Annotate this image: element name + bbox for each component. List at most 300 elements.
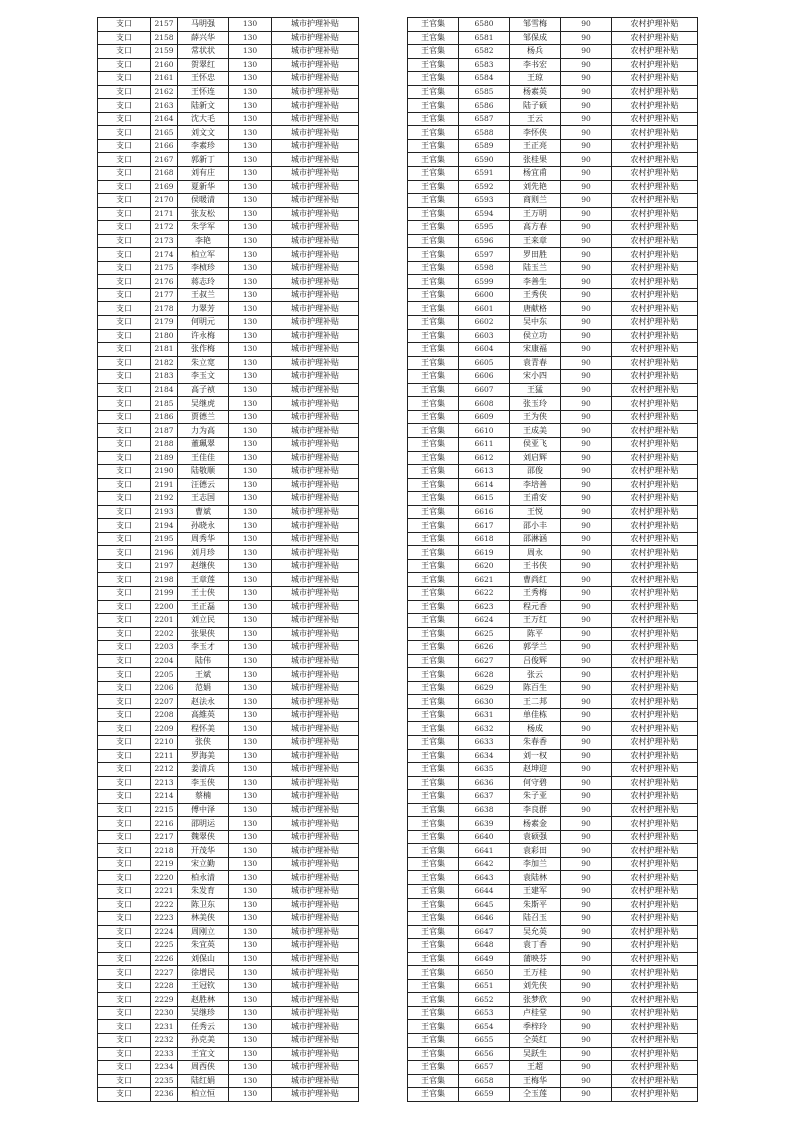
village-cell: 支口	[98, 966, 151, 980]
id-cell: 2229	[151, 993, 178, 1007]
table-row	[408, 234, 698, 248]
amount-cell: 130	[229, 1020, 272, 1034]
village-cell: 支口	[98, 302, 151, 316]
id-cell: 6652	[459, 993, 510, 1007]
village-cell: 王官集	[408, 424, 459, 438]
amount-cell: 130	[229, 763, 272, 777]
amount-cell: 90	[561, 58, 612, 72]
id-cell: 2220	[151, 871, 178, 885]
name-cell: 宋立勤	[178, 857, 229, 871]
name-cell: 陆伟	[178, 654, 229, 668]
subsidy-type-cell: 农村护理补贴	[612, 681, 698, 695]
amount-cell: 130	[229, 1006, 272, 1020]
village-cell: 支口	[98, 112, 151, 126]
id-cell: 2186	[151, 410, 178, 424]
table-row	[408, 830, 698, 844]
id-cell: 6588	[459, 126, 510, 140]
amount-cell: 130	[229, 532, 272, 546]
table-row	[98, 275, 359, 289]
subsidy-type-cell: 城市护理补贴	[272, 302, 359, 316]
id-cell: 6583	[459, 58, 510, 72]
subsidy-type-cell: 农村护理补贴	[612, 234, 698, 248]
amount-cell: 90	[561, 681, 612, 695]
id-cell: 6619	[459, 546, 510, 560]
amount-cell: 130	[229, 857, 272, 871]
amount-cell: 130	[229, 18, 272, 32]
village-cell: 王官集	[408, 573, 459, 587]
subsidy-type-cell: 城市护理补贴	[272, 871, 359, 885]
name-cell: 李艳	[178, 234, 229, 248]
name-cell: 柏永清	[178, 871, 229, 885]
id-cell: 2190	[151, 465, 178, 479]
id-cell: 2217	[151, 830, 178, 844]
amount-cell: 90	[561, 871, 612, 885]
name-cell: 李良群	[510, 803, 561, 817]
subsidy-type-cell: 农村护理补贴	[612, 492, 698, 506]
village-cell: 王官集	[408, 112, 459, 126]
name-cell: 赵继侠	[178, 559, 229, 573]
id-cell: 6631	[459, 708, 510, 722]
subsidy-type-cell: 城市护理补贴	[272, 478, 359, 492]
id-cell: 6624	[459, 614, 510, 628]
name-cell: 王万明	[510, 207, 561, 221]
table-row	[98, 370, 359, 384]
village-cell: 王官集	[408, 1074, 459, 1088]
table-row	[408, 126, 698, 140]
amount-cell: 130	[229, 112, 272, 126]
table-row	[98, 722, 359, 736]
name-cell: 陈卫东	[178, 898, 229, 912]
id-cell: 6622	[459, 586, 510, 600]
village-cell: 支口	[98, 275, 151, 289]
amount-cell: 90	[561, 708, 612, 722]
amount-cell: 90	[561, 803, 612, 817]
name-cell: 贾德兰	[178, 410, 229, 424]
village-cell: 支口	[98, 451, 151, 465]
subsidy-type-cell: 城市护理补贴	[272, 830, 359, 844]
table-row	[408, 939, 698, 953]
amount-cell: 90	[561, 85, 612, 99]
subsidy-type-cell: 城市护理补贴	[272, 85, 359, 99]
id-cell: 2198	[151, 573, 178, 587]
subsidy-type-cell: 城市护理补贴	[272, 316, 359, 330]
village-cell: 支口	[98, 912, 151, 926]
amount-cell: 90	[561, 857, 612, 871]
amount-cell: 90	[561, 126, 612, 140]
subsidy-type-cell: 城市护理补贴	[272, 749, 359, 763]
id-cell: 6586	[459, 99, 510, 113]
id-cell: 2185	[151, 397, 178, 411]
id-cell: 6657	[459, 1061, 510, 1075]
table-row	[408, 72, 698, 86]
table-row	[98, 288, 359, 302]
id-cell: 2174	[151, 248, 178, 262]
village-cell: 王官集	[408, 803, 459, 817]
table-row	[408, 844, 698, 858]
name-cell: 王琼	[510, 72, 561, 86]
amount-cell: 90	[561, 722, 612, 736]
village-cell: 王官集	[408, 1006, 459, 1020]
table-row	[408, 153, 698, 167]
id-cell: 6606	[459, 370, 510, 384]
subsidy-type-cell: 农村护理补贴	[612, 830, 698, 844]
id-cell: 2208	[151, 708, 178, 722]
amount-cell: 130	[229, 668, 272, 682]
village-cell: 王官集	[408, 790, 459, 804]
subsidy-type-cell: 农村护理补贴	[612, 573, 698, 587]
table-row	[408, 167, 698, 181]
name-cell: 王书侠	[510, 559, 561, 573]
village-cell: 王官集	[408, 885, 459, 899]
amount-cell: 130	[229, 559, 272, 573]
subsidy-type-cell: 农村护理补贴	[612, 302, 698, 316]
subsidy-type-cell: 农村护理补贴	[612, 1047, 698, 1061]
name-cell: 李玉文	[178, 370, 229, 384]
subsidy-type-cell: 城市护理补贴	[272, 844, 359, 858]
village-cell: 支口	[98, 708, 151, 722]
village-cell: 王官集	[408, 817, 459, 831]
village-cell: 王官集	[408, 1020, 459, 1034]
village-cell: 王官集	[408, 519, 459, 533]
id-cell: 2175	[151, 261, 178, 275]
name-cell: 唐献格	[510, 302, 561, 316]
id-cell: 2164	[151, 112, 178, 126]
name-cell: 陆红娟	[178, 1074, 229, 1088]
amount-cell: 90	[561, 573, 612, 587]
village-cell: 支口	[98, 627, 151, 641]
amount-cell: 90	[561, 1047, 612, 1061]
village-cell: 支口	[98, 546, 151, 560]
amount-cell: 90	[561, 221, 612, 235]
name-cell: 李加兰	[510, 857, 561, 871]
amount-cell: 130	[229, 505, 272, 519]
name-cell: 侯暖清	[178, 194, 229, 208]
table-row	[408, 790, 698, 804]
village-cell: 王官集	[408, 857, 459, 871]
amount-cell: 130	[229, 1088, 272, 1102]
name-cell: 姜清兵	[178, 763, 229, 777]
name-cell: 王怀忠	[178, 72, 229, 86]
amount-cell: 90	[561, 939, 612, 953]
amount-cell: 130	[229, 424, 272, 438]
amount-cell: 90	[561, 45, 612, 59]
name-cell: 邵明运	[178, 817, 229, 831]
subsidy-type-cell: 城市护理补贴	[272, 329, 359, 343]
name-cell: 仝玉莲	[510, 1088, 561, 1102]
subsidy-type-cell: 农村护理补贴	[612, 586, 698, 600]
table-row	[408, 614, 698, 628]
village-cell: 支口	[98, 641, 151, 655]
village-cell: 王官集	[408, 912, 459, 926]
subsidy-type-cell: 城市护理补贴	[272, 939, 359, 953]
amount-cell: 130	[229, 31, 272, 45]
name-cell: 柏立军	[178, 248, 229, 262]
village-cell: 支口	[98, 424, 151, 438]
table-row	[408, 451, 698, 465]
village-cell: 王官集	[408, 614, 459, 628]
table-row	[408, 356, 698, 370]
id-cell: 2203	[151, 641, 178, 655]
village-cell: 支口	[98, 1074, 151, 1088]
amount-cell: 130	[229, 139, 272, 153]
id-cell: 6655	[459, 1034, 510, 1048]
village-cell: 支口	[98, 505, 151, 519]
village-cell: 王官集	[408, 451, 459, 465]
name-cell: 陆召玉	[510, 912, 561, 926]
name-cell: 朱立宽	[178, 356, 229, 370]
village-cell: 王官集	[408, 641, 459, 655]
table-row	[98, 803, 359, 817]
table-row	[408, 546, 698, 560]
id-cell: 2195	[151, 532, 178, 546]
name-cell: 季梓玲	[510, 1020, 561, 1034]
table-row	[98, 58, 359, 72]
amount-cell: 90	[561, 383, 612, 397]
subsidy-type-cell: 城市护理补贴	[272, 424, 359, 438]
village-cell: 支口	[98, 465, 151, 479]
id-cell: 6603	[459, 329, 510, 343]
table-row	[408, 492, 698, 506]
id-cell: 6653	[459, 1006, 510, 1020]
amount-cell: 130	[229, 1061, 272, 1075]
village-cell: 支口	[98, 586, 151, 600]
subsidy-type-cell: 城市护理补贴	[272, 532, 359, 546]
amount-cell: 130	[229, 844, 272, 858]
name-cell: 王斌	[178, 668, 229, 682]
id-cell: 6648	[459, 939, 510, 953]
subsidy-type-cell: 城市护理补贴	[272, 58, 359, 72]
village-cell: 王官集	[408, 966, 459, 980]
village-cell: 支口	[98, 194, 151, 208]
amount-cell: 90	[561, 830, 612, 844]
village-cell: 王官集	[408, 316, 459, 330]
name-cell: 高維英	[178, 708, 229, 722]
table-row	[98, 952, 359, 966]
table-row	[98, 763, 359, 777]
village-cell: 支口	[98, 668, 151, 682]
id-cell: 6585	[459, 85, 510, 99]
name-cell: 王梅华	[510, 1074, 561, 1088]
subsidy-type-cell: 城市护理补贴	[272, 126, 359, 140]
table-row	[98, 681, 359, 695]
subsidy-type-cell: 农村护理补贴	[612, 505, 698, 519]
table-row	[98, 261, 359, 275]
amount-cell: 130	[229, 871, 272, 885]
subsidy-type-cell: 农村护理补贴	[612, 1074, 698, 1088]
name-cell: 刘立民	[178, 614, 229, 628]
name-cell: 赵法永	[178, 695, 229, 709]
id-cell: 2211	[151, 749, 178, 763]
table-row	[98, 654, 359, 668]
subsidy-type-cell: 城市护理补贴	[272, 167, 359, 181]
name-cell: 开茂华	[178, 844, 229, 858]
amount-cell: 130	[229, 817, 272, 831]
village-cell: 支口	[98, 343, 151, 357]
table-row	[408, 370, 698, 384]
village-cell: 王官集	[408, 465, 459, 479]
id-cell: 2183	[151, 370, 178, 384]
table-row	[408, 1074, 698, 1088]
subsidy-type-cell: 农村护理补贴	[612, 735, 698, 749]
subsidy-type-cell: 农村护理补贴	[612, 45, 698, 59]
amount-cell: 130	[229, 573, 272, 587]
name-cell: 张桂果	[510, 153, 561, 167]
table-row	[408, 397, 698, 411]
table-row	[98, 776, 359, 790]
amount-cell: 90	[561, 641, 612, 655]
name-cell: 杨素金	[510, 817, 561, 831]
subsidy-type-cell: 城市护理补贴	[272, 966, 359, 980]
amount-cell: 90	[561, 356, 612, 370]
name-cell: 侯亚飞	[510, 437, 561, 451]
table-row	[408, 194, 698, 208]
name-cell: 王甫安	[510, 492, 561, 506]
name-cell: 曹斌	[178, 505, 229, 519]
amount-cell: 90	[561, 817, 612, 831]
village-cell: 王官集	[408, 85, 459, 99]
subsidy-type-cell: 城市护理补贴	[272, 668, 359, 682]
id-cell: 6612	[459, 451, 510, 465]
village-cell: 支口	[98, 830, 151, 844]
name-cell: 袁青春	[510, 356, 561, 370]
table-row	[98, 72, 359, 86]
name-cell: 朱发育	[178, 885, 229, 899]
subsidy-type-cell: 农村护理补贴	[612, 912, 698, 926]
name-cell: 王秀侠	[510, 288, 561, 302]
name-cell: 邵俊	[510, 465, 561, 479]
village-cell: 支口	[98, 316, 151, 330]
amount-cell: 90	[561, 194, 612, 208]
name-cell: 周永	[510, 546, 561, 560]
id-cell: 2170	[151, 194, 178, 208]
name-cell: 陆敬顺	[178, 465, 229, 479]
id-cell: 2207	[151, 695, 178, 709]
subsidy-type-cell: 农村护理补贴	[612, 952, 698, 966]
village-cell: 支口	[98, 45, 151, 59]
id-cell: 2177	[151, 288, 178, 302]
subsidy-type-cell: 农村护理补贴	[612, 993, 698, 1007]
amount-cell: 130	[229, 234, 272, 248]
subsidy-type-cell: 城市护理补贴	[272, 763, 359, 777]
village-cell: 王官集	[408, 234, 459, 248]
name-cell: 张作梅	[178, 343, 229, 357]
amount-cell: 90	[561, 1006, 612, 1020]
name-cell: 王秀梅	[510, 586, 561, 600]
amount-cell: 90	[561, 695, 612, 709]
subsidy-type-cell: 农村护理补贴	[612, 708, 698, 722]
table-row	[98, 559, 359, 573]
amount-cell: 130	[229, 966, 272, 980]
name-cell: 王来章	[510, 234, 561, 248]
id-cell: 2231	[151, 1020, 178, 1034]
village-cell: 支口	[98, 383, 151, 397]
village-cell: 王官集	[408, 383, 459, 397]
subsidy-type-cell: 城市护理补贴	[272, 370, 359, 384]
id-cell: 6608	[459, 397, 510, 411]
village-cell: 王官集	[408, 559, 459, 573]
id-cell: 6582	[459, 45, 510, 59]
amount-cell: 130	[229, 546, 272, 560]
id-cell: 6615	[459, 492, 510, 506]
amount-cell: 90	[561, 139, 612, 153]
amount-cell: 130	[229, 167, 272, 181]
subsidy-type-cell: 农村护理补贴	[612, 58, 698, 72]
amount-cell: 90	[561, 979, 612, 993]
amount-cell: 130	[229, 708, 272, 722]
amount-cell: 130	[229, 288, 272, 302]
name-cell: 王章莲	[178, 573, 229, 587]
table-row	[408, 532, 698, 546]
subsidy-type-cell: 城市护理补贴	[272, 993, 359, 1007]
subsidy-type-cell: 城市护理补贴	[272, 681, 359, 695]
table-row	[98, 478, 359, 492]
village-cell: 王官集	[408, 126, 459, 140]
amount-cell: 90	[561, 546, 612, 560]
village-cell: 支口	[98, 885, 151, 899]
name-cell: 程元香	[510, 600, 561, 614]
village-cell: 支口	[98, 681, 151, 695]
village-cell: 王官集	[408, 139, 459, 153]
table-row	[98, 627, 359, 641]
name-cell: 朱学军	[178, 221, 229, 235]
village-cell: 支口	[98, 735, 151, 749]
village-cell: 王官集	[408, 410, 459, 424]
subsidy-type-cell: 城市护理补贴	[272, 722, 359, 736]
village-cell: 支口	[98, 857, 151, 871]
amount-cell: 90	[561, 519, 612, 533]
village-cell: 支口	[98, 614, 151, 628]
table-row	[98, 180, 359, 194]
table-row	[98, 139, 359, 153]
id-cell: 6609	[459, 410, 510, 424]
subsidy-type-cell: 农村护理补贴	[612, 451, 698, 465]
village-cell: 王官集	[408, 180, 459, 194]
id-cell: 6659	[459, 1088, 510, 1102]
id-cell: 6599	[459, 275, 510, 289]
table-row	[98, 1034, 359, 1048]
table-row	[408, 654, 698, 668]
village-cell: 王官集	[408, 343, 459, 357]
subsidy-type-cell: 城市护理补贴	[272, 600, 359, 614]
subsidy-type-cell: 农村护理补贴	[612, 31, 698, 45]
village-cell: 支口	[98, 261, 151, 275]
id-cell: 2218	[151, 844, 178, 858]
village-cell: 王官集	[408, 722, 459, 736]
amount-cell: 90	[561, 668, 612, 682]
table-row	[408, 424, 698, 438]
id-cell: 6637	[459, 790, 510, 804]
id-cell: 6651	[459, 979, 510, 993]
name-cell: 郭新丁	[178, 153, 229, 167]
amount-cell: 130	[229, 329, 272, 343]
id-cell: 2215	[151, 803, 178, 817]
table-row	[98, 465, 359, 479]
subsidy-type-cell: 城市护理补贴	[272, 356, 359, 370]
table-row	[98, 248, 359, 262]
amount-cell: 90	[561, 397, 612, 411]
table-row	[98, 356, 359, 370]
village-cell: 王官集	[408, 871, 459, 885]
village-cell: 王官集	[408, 681, 459, 695]
subsidy-type-cell: 城市护理补贴	[272, 18, 359, 32]
village-cell: 支口	[98, 248, 151, 262]
village-cell: 支口	[98, 1047, 151, 1061]
village-cell: 支口	[98, 600, 151, 614]
amount-cell: 90	[561, 912, 612, 926]
amount-cell: 90	[561, 302, 612, 316]
table-row	[408, 695, 698, 709]
village-cell: 支口	[98, 72, 151, 86]
